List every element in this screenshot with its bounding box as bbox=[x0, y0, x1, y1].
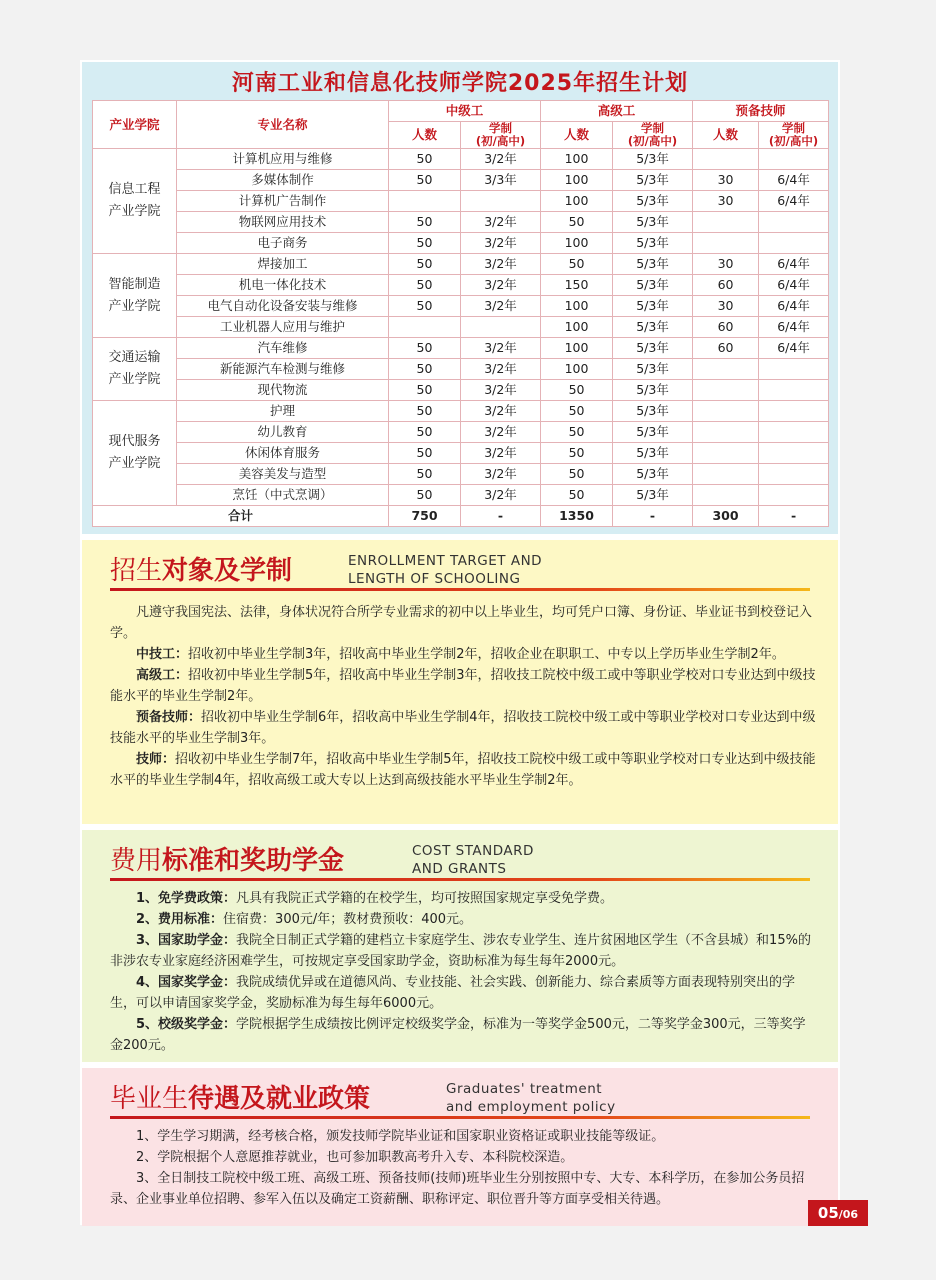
value-cell: 50 bbox=[541, 464, 613, 485]
item-text: 招收初中毕业生学制3年，招收高中毕业生学制2年，招收企业在职职工、中专以上学历毕业生学制2年。 bbox=[188, 647, 785, 662]
item-text: 住宿费：300元/年；教材费预收：400元。 bbox=[223, 912, 473, 927]
value-cell: 50 bbox=[541, 212, 613, 233]
college-cell: 信息工程 产业学院 bbox=[93, 149, 177, 254]
item-label: 高级工： bbox=[136, 668, 189, 683]
value-cell bbox=[693, 401, 759, 422]
value-cell bbox=[759, 485, 829, 506]
value-cell: 50 bbox=[389, 485, 461, 506]
header-count: 人数 bbox=[389, 122, 461, 149]
value-cell: 50 bbox=[389, 254, 461, 275]
major-cell: 物联网应用技术 bbox=[177, 212, 389, 233]
value-cell: 5/3年 bbox=[613, 359, 693, 380]
table-row bbox=[93, 275, 829, 296]
value-cell: 100 bbox=[541, 296, 613, 317]
section-title: 招生对象及学制 bbox=[110, 556, 293, 586]
value-cell: 50 bbox=[541, 380, 613, 401]
section-divider bbox=[110, 588, 810, 591]
value-cell bbox=[759, 233, 829, 254]
item-text: 凡具有我院正式学籍的在校学生，均可按照国家规定享受免学费。 bbox=[236, 891, 614, 906]
value-cell: 3/2年 bbox=[461, 275, 541, 296]
value-cell: 100 bbox=[541, 191, 613, 212]
table-row bbox=[93, 170, 829, 191]
list-item bbox=[110, 665, 816, 707]
major-cell: 工业机器人应用与维护 bbox=[177, 317, 389, 338]
value-cell: 3/2年 bbox=[461, 464, 541, 485]
value-cell: 3/2年 bbox=[461, 296, 541, 317]
value-cell: 50 bbox=[389, 233, 461, 254]
major-cell: 多媒体制作 bbox=[177, 170, 389, 191]
value-cell: 50 bbox=[541, 422, 613, 443]
table-row bbox=[93, 338, 829, 359]
list-item bbox=[110, 930, 816, 972]
page-number: 05/06 bbox=[808, 1200, 868, 1226]
value-cell bbox=[759, 359, 829, 380]
total-cell: - bbox=[461, 506, 541, 527]
enrollment-plan-table bbox=[92, 100, 829, 527]
value-cell: 100 bbox=[541, 149, 613, 170]
item-text: 我院成绩优异或在道德风尚、专业技能、社会实践、创新能力、综合素质等方面表现特别突出的学生，可以申请国家奖学金，奖励标准为每生每年6000元。 bbox=[110, 975, 796, 1011]
value-cell: 5/3年 bbox=[613, 443, 693, 464]
value-cell bbox=[759, 380, 829, 401]
table-row bbox=[93, 254, 829, 275]
value-cell: 30 bbox=[693, 191, 759, 212]
value-cell: 50 bbox=[541, 401, 613, 422]
value-cell: 3/2年 bbox=[461, 254, 541, 275]
page-title: 河南工业和信息化技师学院2025年招生计划 bbox=[231, 71, 689, 96]
table-header-row bbox=[93, 101, 829, 122]
value-cell: 50 bbox=[389, 443, 461, 464]
item-text: 招收初中毕业生学制6年，招收高中毕业生学制4年，招收技工院校中级工或中等职业学校对口专业达到中级技能水平的毕业生学制3年。 bbox=[110, 710, 816, 746]
value-cell: 5/3年 bbox=[613, 233, 693, 254]
value-cell: 5/3年 bbox=[613, 254, 693, 275]
value-cell: 60 bbox=[693, 275, 759, 296]
value-cell: 5/3年 bbox=[613, 317, 693, 338]
total-label: 合计 bbox=[93, 506, 389, 527]
value-cell: 30 bbox=[693, 254, 759, 275]
value-cell bbox=[461, 317, 541, 338]
major-cell: 机电一体化技术 bbox=[177, 275, 389, 296]
value-cell bbox=[693, 443, 759, 464]
graduate-policy-section bbox=[82, 1068, 838, 1226]
value-cell: 5/3年 bbox=[613, 170, 693, 191]
major-cell: 焊接加工 bbox=[177, 254, 389, 275]
value-cell: 5/3年 bbox=[613, 380, 693, 401]
value-cell: 50 bbox=[389, 296, 461, 317]
item-label: 1、免学费政策： bbox=[136, 891, 237, 906]
table-row bbox=[93, 443, 829, 464]
value-cell: 5/3年 bbox=[613, 422, 693, 443]
section-subtitle-en: Graduates' treatment and employment policy bbox=[446, 1081, 616, 1115]
value-cell: 3/2年 bbox=[461, 359, 541, 380]
value-cell: 6/4年 bbox=[759, 170, 829, 191]
item-label: 中技工： bbox=[136, 647, 189, 662]
major-cell: 美容美发与造型 bbox=[177, 464, 389, 485]
value-cell bbox=[389, 317, 461, 338]
table-row bbox=[93, 191, 829, 212]
item-label: 预备技师： bbox=[136, 710, 202, 725]
major-cell: 计算机应用与维修 bbox=[177, 149, 389, 170]
enrollment-plan-panel bbox=[82, 62, 838, 534]
section-subtitle-en: ENROLLMENT TARGET AND LENGTH OF SCHOOLING bbox=[348, 553, 543, 587]
value-cell: 5/3年 bbox=[613, 296, 693, 317]
table-row bbox=[93, 317, 829, 338]
value-cell: 150 bbox=[541, 275, 613, 296]
value-cell: 3/2年 bbox=[461, 338, 541, 359]
value-cell bbox=[461, 191, 541, 212]
total-row bbox=[93, 506, 829, 527]
value-cell: 100 bbox=[541, 317, 613, 338]
table-row bbox=[93, 401, 829, 422]
value-cell: 6/4年 bbox=[759, 275, 829, 296]
header-count: 人数 bbox=[693, 122, 759, 149]
table-row bbox=[93, 212, 829, 233]
value-cell: 50 bbox=[389, 422, 461, 443]
item-text: 招收初中毕业生学制5年，招收高中毕业生学制3年，招收技工院校中级工或中等职业学校对口专业达到中级技能水平的毕业生学制2年。 bbox=[110, 668, 816, 704]
major-cell: 电气自动化设备安装与维修 bbox=[177, 296, 389, 317]
value-cell: 5/3年 bbox=[613, 275, 693, 296]
value-cell: 50 bbox=[541, 254, 613, 275]
value-cell bbox=[693, 422, 759, 443]
section-title: 费用标准和奖助学金 bbox=[110, 846, 345, 876]
major-cell: 护理 bbox=[177, 401, 389, 422]
table-body bbox=[93, 149, 829, 527]
section-body bbox=[110, 1126, 816, 1210]
value-cell bbox=[759, 212, 829, 233]
major-cell: 新能源汽车检测与维修 bbox=[177, 359, 389, 380]
header-pre: 预备技师 bbox=[693, 101, 829, 122]
value-cell bbox=[693, 359, 759, 380]
header-duration: 学制 (初/高中) bbox=[613, 122, 693, 149]
value-cell: 50 bbox=[389, 338, 461, 359]
value-cell bbox=[693, 485, 759, 506]
major-cell: 电子商务 bbox=[177, 233, 389, 254]
major-cell: 现代物流 bbox=[177, 380, 389, 401]
total-cell: - bbox=[613, 506, 693, 527]
value-cell bbox=[693, 149, 759, 170]
value-cell: 60 bbox=[693, 338, 759, 359]
section-body bbox=[110, 602, 816, 791]
item-label: 4、国家奖学金： bbox=[136, 975, 237, 990]
value-cell: 5/3年 bbox=[613, 191, 693, 212]
value-cell: 50 bbox=[389, 149, 461, 170]
value-cell: 100 bbox=[541, 359, 613, 380]
list-item bbox=[110, 1014, 816, 1056]
header-senior: 高级工 bbox=[541, 101, 693, 122]
item-text: 招收初中毕业生学制7年，招收高中毕业生学制5年，招收技工院校中级工或中等职业学校对口专业达到中级技能水平的毕业生学制4年，招收高级工或大专以上达到高级技能水平毕业生学制2年。 bbox=[110, 752, 816, 788]
section-subtitle-en: COST STANDARD AND GRANTS bbox=[412, 843, 534, 877]
item-text: 学院根据学生成绩按比例评定校级奖学金，标准为一等奖学金500元，二等奖学金300元，三等奖学金200元。 bbox=[110, 1017, 806, 1053]
list-item bbox=[110, 888, 816, 909]
section-title: 毕业生待遇及就业政策 bbox=[110, 1084, 371, 1114]
major-cell: 汽车维修 bbox=[177, 338, 389, 359]
value-cell: 100 bbox=[541, 233, 613, 254]
value-cell: 30 bbox=[693, 170, 759, 191]
table-row bbox=[93, 464, 829, 485]
value-cell: 3/2年 bbox=[461, 233, 541, 254]
college-cell: 现代服务 产业学院 bbox=[93, 401, 177, 506]
table-row bbox=[93, 233, 829, 254]
table-row bbox=[93, 380, 829, 401]
total-cell: 1350 bbox=[541, 506, 613, 527]
header-count: 人数 bbox=[541, 122, 613, 149]
value-cell: 5/3年 bbox=[613, 338, 693, 359]
total-cell: - bbox=[759, 506, 829, 527]
value-cell: 5/3年 bbox=[613, 401, 693, 422]
header-major: 专业名称 bbox=[177, 101, 389, 149]
table-row bbox=[93, 422, 829, 443]
value-cell bbox=[693, 380, 759, 401]
value-cell bbox=[693, 464, 759, 485]
value-cell: 50 bbox=[389, 464, 461, 485]
value-cell: 5/3年 bbox=[613, 149, 693, 170]
total-cell: 750 bbox=[389, 506, 461, 527]
college-cell: 智能制造 产业学院 bbox=[93, 254, 177, 338]
table-row bbox=[93, 359, 829, 380]
value-cell: 3/2年 bbox=[461, 485, 541, 506]
value-cell: 50 bbox=[389, 359, 461, 380]
value-cell: 50 bbox=[541, 485, 613, 506]
table-row bbox=[93, 485, 829, 506]
value-cell: 30 bbox=[693, 296, 759, 317]
list-item bbox=[110, 909, 816, 930]
value-cell: 3/2年 bbox=[461, 380, 541, 401]
value-cell: 50 bbox=[389, 170, 461, 191]
value-cell: 100 bbox=[541, 338, 613, 359]
major-cell: 烹饪（中式烹调） bbox=[177, 485, 389, 506]
value-cell: 50 bbox=[389, 212, 461, 233]
major-cell: 计算机广告制作 bbox=[177, 191, 389, 212]
table-row bbox=[93, 296, 829, 317]
item-label: 2、费用标准： bbox=[136, 912, 224, 927]
section-divider bbox=[110, 1116, 810, 1119]
list-item: 2、学院根据个人意愿推荐就业，也可参加职教高考升入专、本科院校深造。 bbox=[136, 1150, 574, 1165]
item-label: 3、国家助学金： bbox=[136, 933, 237, 948]
value-cell: 50 bbox=[541, 443, 613, 464]
list-item bbox=[110, 749, 816, 791]
value-cell: 3/2年 bbox=[461, 212, 541, 233]
value-cell: 100 bbox=[541, 170, 613, 191]
value-cell bbox=[759, 422, 829, 443]
list-item: 1、学生学习期满，经考核合格，颁发技师学院毕业证和国家职业资格证或职业技能等级证。 bbox=[136, 1129, 665, 1144]
value-cell: 3/2年 bbox=[461, 401, 541, 422]
value-cell: 3/2年 bbox=[461, 443, 541, 464]
section-divider bbox=[110, 878, 810, 881]
list-item bbox=[110, 644, 816, 665]
item-label: 5、校级奖学金： bbox=[136, 1017, 237, 1032]
value-cell: 3/3年 bbox=[461, 170, 541, 191]
college-cell: 交通运输 产业学院 bbox=[93, 338, 177, 401]
total-cell: 300 bbox=[693, 506, 759, 527]
major-cell: 幼儿教育 bbox=[177, 422, 389, 443]
value-cell: 5/3年 bbox=[613, 212, 693, 233]
item-text: 我院全日制正式学籍的建档立卡家庭学生、涉农专业学生、连片贫困地区学生（不含县城）和15%的非涉农专业家庭经济困难学生，可按规定享受国家助学金，资助标准为每生每年2000元。 bbox=[110, 933, 811, 969]
header-mid: 中级工 bbox=[389, 101, 541, 122]
value-cell: 6/4年 bbox=[759, 296, 829, 317]
value-cell bbox=[759, 401, 829, 422]
value-cell bbox=[759, 149, 829, 170]
cost-grants-section bbox=[82, 830, 838, 1062]
list-item: 3、全日制技工院校中级工班、高级工班、预备技师(技师)班毕业生分别按照中专、大专、本科学历，在参加公务员招录、企业事业单位招聘、参军入伍以及确定工资薪酬、职称评定、职位晋升等方面享受相关待遇。 bbox=[110, 1171, 805, 1207]
major-cell: 休闲体育服务 bbox=[177, 443, 389, 464]
item-label: 技师： bbox=[136, 752, 176, 767]
value-cell: 6/4年 bbox=[759, 317, 829, 338]
value-cell: 6/4年 bbox=[759, 191, 829, 212]
table-row bbox=[93, 149, 829, 170]
value-cell: 50 bbox=[389, 401, 461, 422]
value-cell: 3/2年 bbox=[461, 422, 541, 443]
value-cell: 6/4年 bbox=[759, 254, 829, 275]
header-duration: 学制 (初/高中) bbox=[461, 122, 541, 149]
list-item bbox=[110, 707, 816, 749]
enrollment-target-section bbox=[82, 540, 838, 824]
list-item bbox=[110, 972, 816, 1014]
section-body bbox=[110, 888, 816, 1056]
value-cell bbox=[759, 443, 829, 464]
value-cell: 5/3年 bbox=[613, 485, 693, 506]
value-cell: 5/3年 bbox=[613, 464, 693, 485]
value-cell bbox=[693, 212, 759, 233]
value-cell: 3/2年 bbox=[461, 149, 541, 170]
value-cell: 50 bbox=[389, 380, 461, 401]
value-cell bbox=[389, 191, 461, 212]
value-cell bbox=[759, 464, 829, 485]
header-duration: 学制 (初/高中) bbox=[759, 122, 829, 149]
intro-paragraph: 凡遵守我国宪法、法律，身体状况符合所学专业需求的初中以上毕业生，均可凭户口簿、身份证、毕业证书到校登记入学。 bbox=[110, 605, 813, 641]
value-cell: 60 bbox=[693, 317, 759, 338]
header-college: 产业学院 bbox=[93, 101, 177, 149]
value-cell: 6/4年 bbox=[759, 338, 829, 359]
value-cell bbox=[693, 233, 759, 254]
value-cell: 50 bbox=[389, 275, 461, 296]
